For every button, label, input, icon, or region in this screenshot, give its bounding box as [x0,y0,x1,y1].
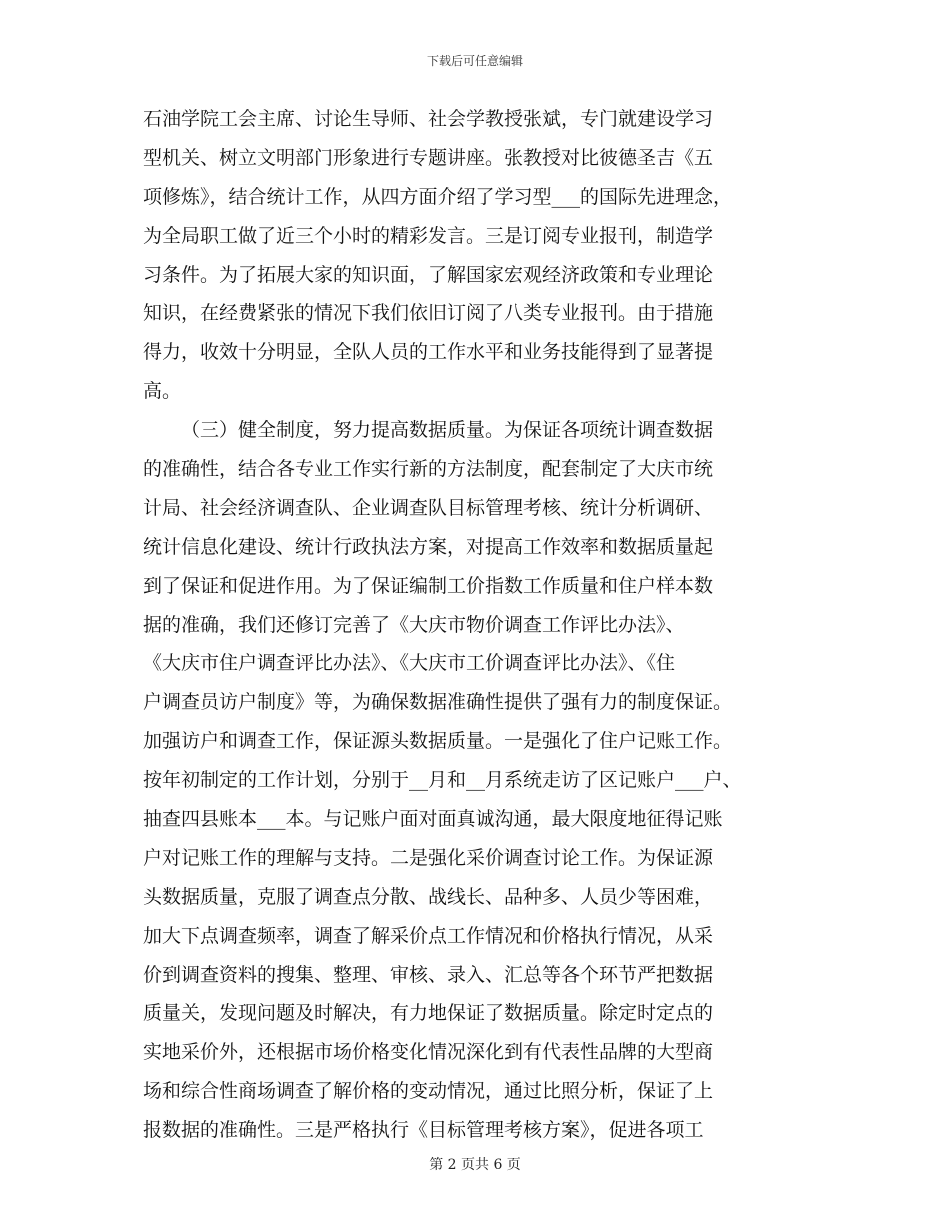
text-line: 加大下点调查频率，调查了解采价点工作情况和价格执行情况，从采 [143,924,714,947]
text-line: 户调查员访户制度》等，为确保数据准确性提供了强有力的制度保证。 [143,691,733,714]
text-line: 为全局职工做了近三个小时的精彩发言。三是订阅专业报刊，制造学 [143,224,714,247]
text-line: 石油学院工会主席、讨论生导师、社会学教授张斌，专门就建设学习 [143,108,714,130]
text-line: 场和综合性商场调查了解价格的变动情况，通过比照分析，保证了上 [143,1080,714,1103]
text-line: 高。 [143,380,182,403]
text-line: 头数据质量，克服了调查点分散、战线长、品种多、人员少等困难， [143,885,714,908]
text-line: 统计信息化建设、统计行政执法方案，对提高工作效率和数据质量起 [143,535,714,558]
document-body [143,100,823,1150]
text-line: 计局、社会经济调查队、企业调查队目标管理考核、统计分析调研、 [143,496,714,519]
text-line: 得力，收效十分明显，全队人员的工作水平和业务技能得到了显著提 [143,341,714,364]
text-line: 报数据的准确性。三是严格执行《目标管理考核方案》，促进各项工 [143,1119,704,1142]
text-line: 实地采价外，还根据市场价格变化情况深化到有代表性品牌的大型商 [143,1041,714,1064]
section-heading-line: （三）健全制度，努力提高数据质量。为保证各项统计调查数据 [181,419,714,442]
text-line: 价到调查资料的搜集、整理、审核、录入、汇总等各个环节严把数据 [143,963,714,986]
text-line: 知识，在经费紧张的情况下我们依旧订阅了八类专业报刊。由于措施 [143,302,714,325]
text-line: 加强访户和调查工作，保证源头数据质量。一是强化了住户记账工作。 [143,730,733,753]
text-line: 的准确性，结合各专业工作实行新的方法制度，配套制定了大庆市统 [143,458,714,481]
page-number-footer: 第 2 页共 6 页 [429,1157,521,1173]
text-line: 型机关、树立文明部门形象进行专题讲座。张教授对比彼德圣吉《五 [143,146,714,169]
text-line: 到了保证和促进作用。为了保证编制工价指数工作质量和住户样本数 [143,574,714,597]
text-line: 习条件。为了拓展大家的知识面，了解国家宏观经济政策和专业理论 [143,263,714,286]
text-line: 质量关，发现问题及时解决，有力地保证了数据质量。除定时定点的 [143,1002,714,1025]
text-line: 户对记账工作的理解与支持。二是强化采价调查讨论工作。为保证源 [143,846,714,869]
text-line: 《大庆市住户调查评比办法》、《大庆市工价调查评比办法》、《住 [143,652,676,675]
text-line: 抽查四县账本___本。与记账户面对面真诚沟通，最大限度地征得记账 [143,808,723,831]
text-line: 项修炼》，结合统计工作，从四方面介绍了学习型___的国际先进理念， [143,185,733,208]
text-line: 按年初制定的工作计划，分别于__月和__月系统走访了区记账户___户、 [143,769,742,792]
page-header: 下载后可任意编辑 [426,54,523,68]
text-line: 据的准确，我们还修订完善了《大庆市物价调查工作评比办法》、 [143,613,685,636]
